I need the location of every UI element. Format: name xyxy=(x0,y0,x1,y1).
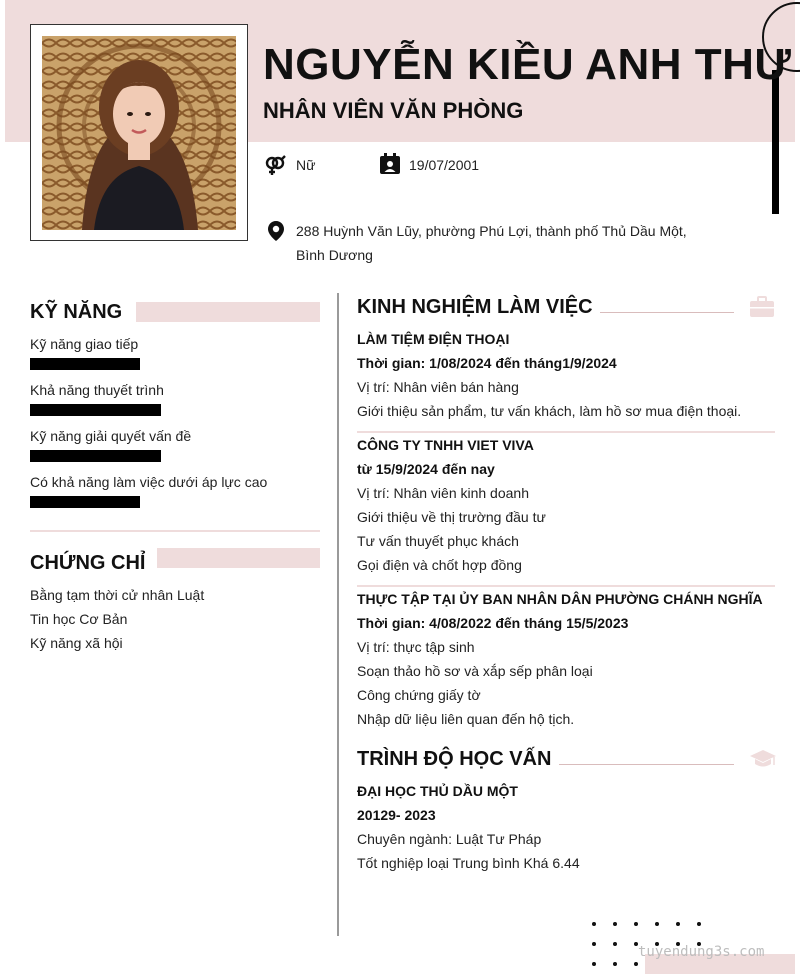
job-detail: Gọi điện và chốt hợp đồng xyxy=(357,557,522,573)
job-period: Thời gian: 4/08/2022 đến tháng 15/5/2023 xyxy=(357,615,629,631)
skill-level-bar xyxy=(30,450,161,462)
skill-label: Kỹ năng giải quyết vấn đề xyxy=(30,428,192,444)
skill-level-bar xyxy=(30,404,161,416)
education-major: Chuyên ngành: Luật Tư Pháp xyxy=(357,831,542,847)
school-name: ĐẠI HỌC THỦ DẦU MỘT xyxy=(357,783,518,799)
job-detail: Soạn thảo hồ sơ và xắp sếp phân loại xyxy=(357,663,593,679)
skill-level-bar xyxy=(30,358,140,370)
certificates-title-bar xyxy=(157,548,320,568)
job-detail: Nhập dữ liệu liên quan đến hộ tịch. xyxy=(357,711,575,727)
job-detail: Giới thiệu về thị trường đầu tư xyxy=(357,509,546,525)
job-detail: Giới thiệu sản phẩm, tư vấn khách, làm hồ sơ mua điện thoại. xyxy=(357,403,742,419)
skills-title: KỸ NĂNG xyxy=(30,301,123,323)
skill-label: Kỹ năng giao tiếp xyxy=(30,336,139,352)
briefcase-icon xyxy=(749,296,775,323)
column-divider xyxy=(337,293,339,936)
job-company: THỰC TẬP TẠI ỦY BAN NHÂN DÂN PHƯỜNG CHÁNH NGHĨA xyxy=(357,591,763,607)
skills-title-bar xyxy=(136,302,320,322)
birthdate-value: 19/07/2001 xyxy=(409,157,480,173)
skill-label: Khả năng thuyết trình xyxy=(30,382,164,398)
decorative-dot xyxy=(592,922,596,926)
experience-title: KINH NGHIỆM LÀM VIỆC xyxy=(357,296,593,318)
education-title-line xyxy=(559,764,734,765)
job-period: từ 15/9/2024 đến nay xyxy=(357,461,495,477)
gender-value: Nữ xyxy=(296,157,316,173)
decorative-dot xyxy=(613,942,617,946)
decorative-dot xyxy=(634,922,638,926)
experience-title-line xyxy=(600,312,734,313)
location-pin-icon xyxy=(265,220,287,242)
address-line-2: Bình Dương xyxy=(296,247,373,263)
decorative-dot xyxy=(676,922,680,926)
section-divider xyxy=(30,530,320,532)
address-line-1: 288 Huỳnh Văn Lũy, phường Phú Lợi, thành phố Thủ Dầu Một, xyxy=(296,223,687,239)
job-period: Thời gian: 1/08/2024 đến tháng1/9/2024 xyxy=(357,355,617,371)
job-divider xyxy=(357,431,775,433)
skill-label: Có khả năng làm việc dưới áp lực cao xyxy=(30,474,268,490)
job-detail: Vị trí: Nhân viên kinh doanh xyxy=(357,485,529,501)
job-company: LÀM TIỆM ĐIỆN THOẠI xyxy=(357,331,510,347)
graduation-cap-icon xyxy=(749,749,777,774)
decorative-dot xyxy=(613,962,617,966)
education-years: 20129- 2023 xyxy=(357,807,436,823)
candidate-name: NGUYỄN KIỀU ANH THƯ xyxy=(263,40,792,89)
decorative-dot xyxy=(613,922,617,926)
certificate-item: Kỹ năng xã hội xyxy=(30,635,123,651)
certificates-title: CHỨNG CHỈ xyxy=(30,552,146,574)
gender-icon xyxy=(264,154,286,176)
job-detail: Tư vấn thuyết phục khách xyxy=(357,533,519,549)
profile-photo xyxy=(42,36,236,230)
decorative-dot xyxy=(655,922,659,926)
decorative-dot xyxy=(634,962,638,966)
job-detail: Công chứng giấy tờ xyxy=(357,687,481,703)
certificate-item: Bằng tạm thời cử nhân Luật xyxy=(30,587,205,603)
education-grade: Tốt nghiệp loại Trung bình Khá 6.44 xyxy=(357,855,580,871)
job-divider xyxy=(357,585,775,587)
job-title: NHÂN VIÊN VĂN PHÒNG xyxy=(263,98,524,123)
job-company: CÔNG TY TNHH VIET VIVA xyxy=(357,437,534,453)
job-detail: Vị trí: Nhân viên bán hàng xyxy=(357,379,519,395)
education-title: TRÌNH ĐỘ HỌC VẤN xyxy=(357,748,552,770)
decorative-dot xyxy=(592,962,596,966)
watermark: tuyendung3s.com xyxy=(638,944,765,960)
decorative-bar xyxy=(772,70,779,214)
job-detail: Vị trí: thực tập sinh xyxy=(357,639,475,655)
skill-level-bar xyxy=(30,496,140,508)
decorative-dot xyxy=(592,942,596,946)
calendar-icon xyxy=(379,153,401,175)
decorative-dot xyxy=(697,922,701,926)
certificate-item: Tin học Cơ Bản xyxy=(30,611,128,627)
